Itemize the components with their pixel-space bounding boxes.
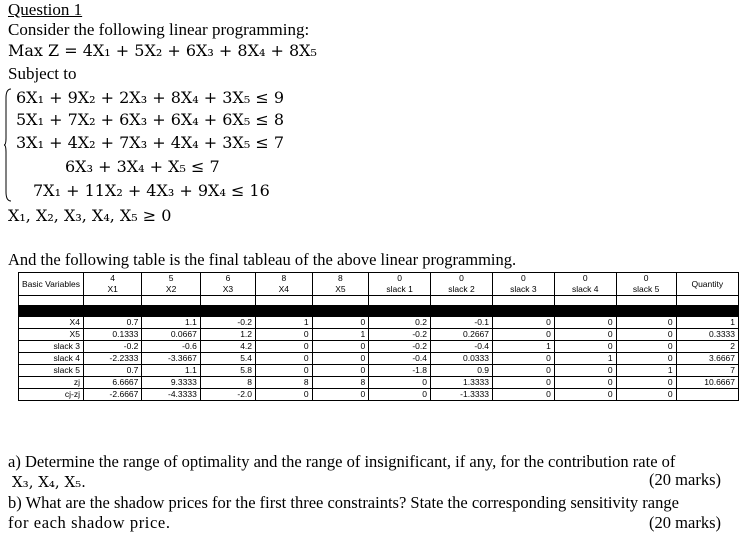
table-cell-quantity: 2: [676, 341, 738, 353]
table-cell-x1: 0.1333: [83, 329, 141, 341]
table-cell-x3: 5.8: [200, 365, 255, 377]
table-cell-slack3: 0: [493, 365, 555, 377]
header-coefficient: 4: [110, 273, 116, 283]
header-label: X2: [165, 284, 177, 294]
table-cell-quantity: 10.6667: [676, 377, 738, 389]
table-cell-x1: -0.2: [83, 341, 141, 353]
header-coefficient: 0: [459, 273, 464, 283]
header-label: X3: [222, 284, 234, 294]
table-cell-slack4: 0: [554, 365, 616, 377]
table-cell-slack3: 0: [493, 353, 555, 365]
table-cell-basic: X5: [19, 329, 84, 341]
table-cell-slack3: 0: [493, 329, 555, 341]
table-row: [19, 365, 739, 377]
table-cell-slack4: 1: [554, 353, 616, 365]
header-label: slack 3: [510, 284, 537, 294]
header-label: X4: [278, 284, 290, 294]
table-cell-slack5: 0: [616, 341, 676, 353]
table-cell-x3: 8: [200, 377, 255, 389]
table-cell-slack5: 1: [616, 365, 676, 377]
table-cell-x3: 5.4: [200, 353, 255, 365]
header-coefficient: 0: [643, 273, 649, 283]
table-cell-x2: 0.0667: [142, 329, 200, 341]
subject-to-label: Subject to: [8, 64, 77, 83]
table-cell-slack3: 0: [493, 389, 555, 401]
constraint-brace-icon: [4, 88, 12, 202]
table-cell-quantity: 7: [676, 365, 738, 377]
table-cell-slack1: 0: [369, 389, 431, 401]
table-cell-slack1: 0: [369, 377, 431, 389]
table-row: [19, 377, 739, 389]
table-cell-x5: 8: [312, 377, 369, 389]
table-cell-basic: slack 3: [19, 341, 84, 353]
final-tableau: [18, 272, 739, 401]
header-label: slack 2: [448, 284, 475, 294]
table-row: [19, 389, 739, 401]
constraint-3: 3X₁ + 4X₂ + 7X₃ + 4X₄ + 3X₅ ≤ 7: [16, 133, 284, 152]
table-row: [19, 353, 739, 365]
table-cell-x1: -2.6667: [83, 389, 141, 401]
header-coefficient: 0: [582, 273, 588, 283]
table-cell-slack2: 0.2667: [430, 329, 492, 341]
table-cell-x5: 0: [312, 365, 369, 377]
table-cell-x2: -3.3667: [142, 353, 200, 365]
table-cell-slack1: -1.8: [369, 365, 431, 377]
constraint-1: 6X₁ + 9X₂ + 2X₃ + 8X₄ + 3X₅ ≤ 9: [16, 88, 284, 107]
header-coefficient: 5: [168, 273, 174, 283]
header-cell-slack1: [369, 273, 431, 296]
table-cell-slack3: 1: [493, 341, 555, 353]
table-cell-x4: 0: [256, 353, 313, 365]
table-cell-basic: slack 4: [19, 353, 84, 365]
header-cell-slack2: [430, 273, 492, 296]
header-coefficient: 8: [338, 273, 343, 283]
table-cell-x2: 1.1: [142, 365, 200, 377]
header-label: Basic Variables: [22, 278, 80, 289]
table-cell-slack1: 0.2: [369, 317, 431, 329]
table-cell-x1: 0.7: [83, 317, 141, 329]
part-b-text-continued: for each shadow price.: [8, 513, 171, 532]
table-cell-x3: 4.2: [200, 341, 255, 353]
table-cell-basic: slack 5: [19, 365, 84, 377]
table-cell-x1: -2.2333: [83, 353, 141, 365]
table-cell-slack4: 0: [554, 377, 616, 389]
table-cell-x5: 0: [312, 341, 369, 353]
header-coefficient: 0: [397, 273, 402, 283]
table-cell-slack2: -1.3333: [430, 389, 492, 401]
header-label: slack 4: [571, 284, 599, 294]
table-cell-x2: -0.6: [142, 341, 200, 353]
table-cell-slack5: 0: [616, 389, 676, 401]
table-cell-x4: 8: [256, 377, 313, 389]
header-label: slack 5: [632, 284, 660, 294]
table-cell-basic: zj: [19, 377, 84, 389]
table-cell-x5: 0: [312, 389, 369, 401]
tableau-header-row: [19, 273, 739, 296]
table-row: [19, 329, 739, 341]
table-cell-quantity: [676, 389, 738, 401]
table-cell-x1: 6.6667: [83, 377, 141, 389]
table-cell-x3: -2.0: [200, 389, 255, 401]
part-a-text: a) Determine the range of optimality and the range of insignificant, if any, for the contribution rate of: [8, 452, 676, 471]
part-a-variables: X₃, X₄, X₅.: [12, 473, 86, 491]
constraint-4: 6X₃ + 3X₄ + X₅ ≤ 7: [65, 157, 220, 176]
table-intro: And the following table is the final tableau of the above linear programming.: [8, 250, 517, 269]
header-cell-slack4: [554, 273, 616, 296]
table-cell-slack2: -0.1: [430, 317, 492, 329]
table-cell-x3: -0.2: [200, 317, 255, 329]
table-cell-slack5: 0: [616, 377, 676, 389]
part-b-text: b) What are the shadow prices for the first three constraints? State the corresponding sensitivity range: [8, 493, 679, 512]
table-cell-quantity: 0.3333: [676, 329, 738, 341]
header-cell-quantity: [676, 273, 738, 296]
table-cell-slack4: 0: [554, 389, 616, 401]
constraint-2: 5X₁ + 7X₂ + 6X₃ + 6X₄ + 6X₅ ≤ 8: [16, 110, 284, 129]
header-cell-slack3: [493, 273, 555, 296]
header-cell-x3: [200, 273, 255, 296]
table-cell-quantity: 3.6667: [676, 353, 738, 365]
table-cell-x1: 0.7: [83, 365, 141, 377]
header-cell-x2: [142, 273, 200, 296]
table-cell-x2: 9.3333: [142, 377, 200, 389]
header-coefficient: 0: [521, 273, 526, 283]
table-cell-slack3: 0: [493, 317, 555, 329]
table-cell-slack1: -0.2: [369, 329, 431, 341]
table-cell-x5: 1: [312, 329, 369, 341]
table-cell-slack4: 0: [554, 317, 616, 329]
part-b-marks: (20 marks): [649, 513, 721, 532]
header-label: X5: [335, 284, 346, 294]
table-cell-slack5: 0: [616, 353, 676, 365]
table-cell-quantity: 1: [676, 317, 738, 329]
table-row: [19, 341, 739, 353]
nonnegativity-constraint: X₁, X₂, X₃, X₄, X₅ ≥ 0: [8, 206, 172, 225]
header-cell-basic: [19, 273, 84, 296]
header-cell-x5: [312, 273, 369, 296]
table-cell-x4: 0: [256, 389, 313, 401]
header-cell-slack5: [616, 273, 676, 296]
objective-function: Max Z = 4X₁ + 5X₂ + 6X₃ + 8X₄ + 8X₅: [8, 41, 317, 60]
table-cell-x5: 0: [312, 353, 369, 365]
table-cell-slack4: 0: [554, 329, 616, 341]
header-label: Quantity: [691, 278, 724, 289]
table-cell-x3: 1.2: [200, 329, 255, 341]
table-cell-slack5: 0: [616, 317, 676, 329]
tableau-spacer-row: [19, 296, 739, 306]
header-label: slack 1: [386, 284, 413, 294]
table-cell-x4: 0: [256, 365, 313, 377]
table-cell-slack1: -0.2: [369, 341, 431, 353]
table-cell-x2: 1.1: [142, 317, 200, 329]
table-cell-slack1: -0.4: [369, 353, 431, 365]
question-intro: Consider the following linear programming:: [8, 20, 310, 39]
table-cell-slack4: 0: [554, 341, 616, 353]
table-cell-slack2: 1.3333: [430, 377, 492, 389]
header-coefficient: 6: [225, 273, 231, 283]
tableau-divider-bar: [19, 306, 739, 317]
table-cell-x4: 0: [256, 329, 313, 341]
table-row: [19, 317, 739, 329]
table-cell-x2: -4.3333: [142, 389, 200, 401]
header-cell-x4: [256, 273, 313, 296]
table-cell-basic: cj-zj: [19, 389, 84, 401]
question-title: Question 1: [8, 0, 83, 19]
table-cell-slack2: 0.0333: [430, 353, 492, 365]
header-label: X1: [107, 284, 118, 294]
header-coefficient: 8: [281, 273, 287, 283]
table-cell-basic: X4: [19, 317, 84, 329]
table-cell-x4: 1: [256, 317, 313, 329]
table-cell-x5: 0: [312, 317, 369, 329]
table-cell-slack2: -0.4: [430, 341, 492, 353]
table-cell-slack3: 0: [493, 377, 555, 389]
table-cell-slack5: 0: [616, 329, 676, 341]
header-cell-x1: [83, 273, 141, 296]
part-a-marks: (20 marks): [649, 470, 721, 489]
table-cell-slack2: 0.9: [430, 365, 492, 377]
table-cell-x4: 0: [256, 341, 313, 353]
constraint-5: 7X₁ + 11X₂ + 4X₃ + 9X₄ ≤ 16: [33, 181, 270, 200]
